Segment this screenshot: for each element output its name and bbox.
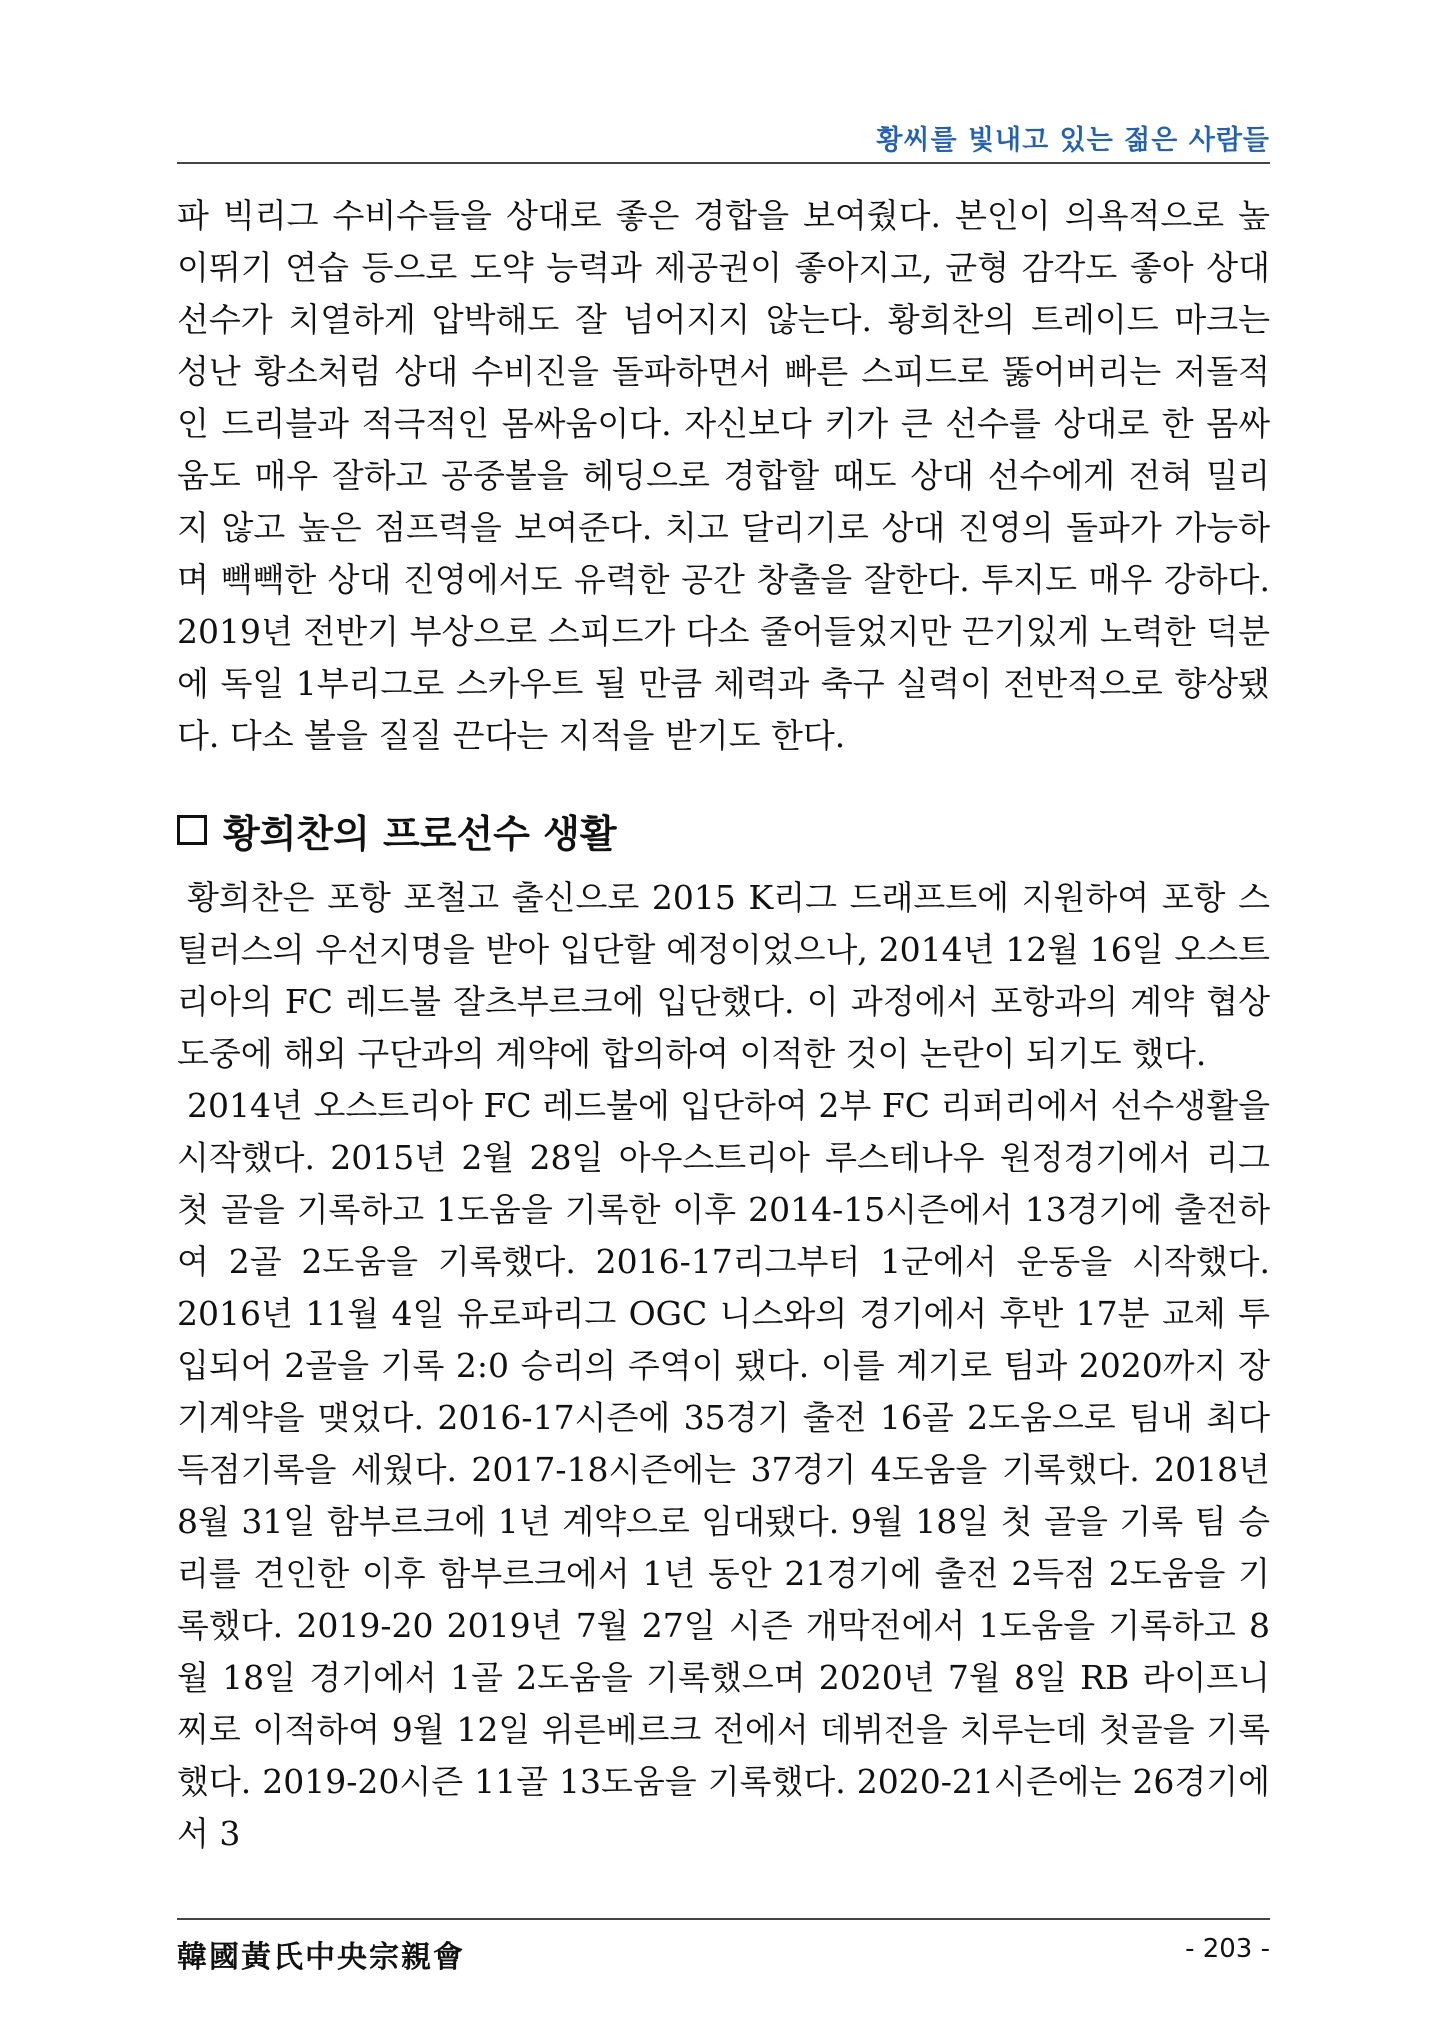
body-paragraph-1 (177, 190, 1270, 762)
paragraph-text: 파 빅리그 수비수들을 상대로 좋은 경합을 보여줬다. 본인이 의욕적으로 높이뛰기 연습 등으로 도약 능력과 제공권이 좋아지고, 균형 감각도 좋아 상대 선수가 치열하게 압박해도 잘 넘어지지 않는다. 황희찬의 트레이드 마크는 성난 황소처럼 상대 수비진을 돌파하면서 빠른 스피드로 뚫어버리는 저돌적인 드리블과 적극적인 몸싸움이다. 자신보다 키가 큰 선수를 상대로 한 몸싸움도 매우 잘하고 공중볼을 헤딩으로 경합할 때도 상대 선수에게 전혀 밀리지 않고 높은 점프력을 보여준다. 치고 달리기로 상대 진영의 돌파가 가능하며 빽빽한 상대 진영에서도 유력한 공간 창출을 잘한다. 투지도 매우 강하다. 2019년 전반기 부상으로 스피드가 다소 줄어들었지만 끈기있게 노력한 덕분에 독일 1부리그로 스카우트 될 만큼 체력과 축구 실력이 전반적으로 향상됐다. 다소 볼을 질질 끈다는 지적을 받기도 한다. (177, 196, 1270, 755)
footer-divider (177, 1918, 1270, 1920)
section-heading-text: 황희찬의 프로선수 생활 (223, 811, 617, 856)
page-number: - 203 - (1185, 1934, 1270, 1964)
footer-organization: 韓國黃氏中央宗親會 (177, 1940, 465, 1975)
running-header-title: 황씨를 빛내고 있는 젊은 사람들 (876, 125, 1270, 156)
checkbox-square-icon (177, 815, 207, 845)
section-heading (177, 802, 617, 858)
header-divider (177, 162, 1270, 164)
section-body (177, 872, 1270, 1860)
body-paragraph-3: 2014년 오스트리아 FC 레드불에 입단하여 2부 FC 리퍼리에서 선수생활을 시작했다. 2015년 2월 28일 아우스트리아 루스테나우 원정경기에서 리그 첫 골을 기록하고 1도움을 기록한 이후 2014-15시즌에서 13경기에 출전하여 2골 2도움을 기록했다. 2016-17리그부터 1군에서 운동을 시작했다. 2016년 11월 4일 유로파리그 OGC 니스와의 경기에서 후반 17분 교체 투입되어 2골을 기록 2:0 승리의 주역이 됐다. 이를 계기로 팀과 2020까지 장기계약을 맺었다. 2016-17시즌에 35경기 출전 16골 2도움으로 팀내 최다 득점기록을 세웠다. 2017-18시즌에는 37경기 4도움을 기록했다. 2018년 8월 31일 함부르크에 1년 계약으로 임대됐다. 9월 18일 첫 골을 기록 팀 승리를 견인한 이후 함부르크에서 1년 동안 21경기에 출전 2득점 2도움을 기록했다. 2019-20 2019년 7월 27일 시즌 개막전에서 1도움을 기록하고 8월 18일 경기에서 1골 2도움을 기록했으며 2020년 7월 8일 RB 라이프니찌로 이적하여 9월 12일 위른베르크 전에서 데뷔전을 치루는데 첫골을 기록했다. 2019-20시즌 11골 13도움을 기록했다. 2020-21시즌에는 26경기에서 3 (177, 1086, 1270, 1853)
body-paragraph-2: 황희찬은 포항 포철고 출신으로 2015 K리그 드래프트에 지원하여 포항 스틸러스의 우선지명을 받아 입단할 예정이었으나, 2014년 12월 16일 오스트리아의 FC 레드불 잘츠부르크에 입단했다. 이 과정에서 포항과의 계약 협상 도중에 해외 구단과의 계약에 합의하여 이적한 것이 논란이 되기도 했다. (177, 878, 1270, 1073)
